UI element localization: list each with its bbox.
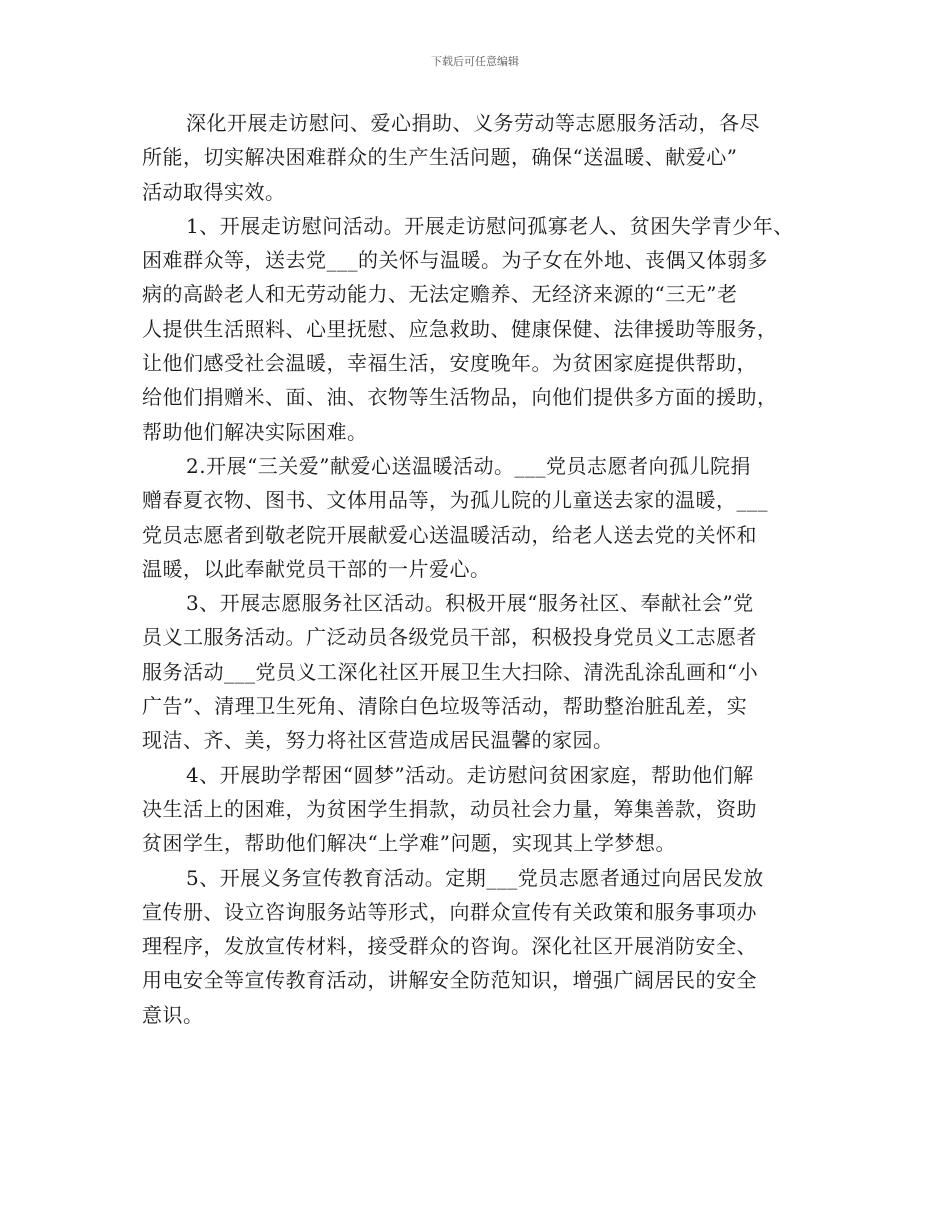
paragraph-line: 员义工服务活动。广泛动员各级党员干部，积极投身党员义工志愿者: [142, 625, 757, 650]
paragraph-line: 帮助他们解决实际困难。: [142, 419, 368, 444]
paragraph-first-line: 3、开展志愿服务社区活动。积极开展“服务社区、奉献社会”党: [186, 591, 754, 616]
paragraph-line: 服务活动___党员义工深化社区开展卫生大扫除、清洗乱涂乱画和“小: [142, 659, 759, 684]
paragraph-line: 宣传册、设立咨询服务站等形式，向群众宣传有关政策和服务事项办: [142, 899, 757, 924]
paragraph-line: 赠春夏衣物、图书、文体用品等，为孤儿院的儿童送去家的温暖，___: [142, 488, 768, 513]
paragraph-line: 贫困学生，帮助他们解决“上学难”问题，实现其上学梦想。: [142, 831, 676, 856]
paragraph-line: 温暖，以此奉献党员干部的一片爱心。: [142, 556, 491, 581]
paragraph-line: 意识。: [142, 1002, 204, 1027]
paragraph-line: 所能，切实解决困难群众的生产生活问题，确保“送温暖、献爱心”: [142, 145, 738, 170]
page-header: 下载后可任意编辑: [431, 55, 519, 68]
paragraph-line: 决生活上的困难，为贫困学生捐款，动员社会力量，筹集善款，资助: [142, 796, 757, 821]
paragraph-line: 困难群众等，送去党___的关怀与温暖。为子女在外地、丧偶又体弱多: [142, 248, 768, 273]
paragraph-line: 用电安全等宣传教育活动，讲解安全防范知识，增强广阔居民的安全: [142, 968, 757, 993]
paragraph-line: 病的高龄老人和无劳动能力、无法定赡养、无经济来源的“三无”老: [142, 282, 738, 307]
paragraph-first-line: 5、开展义务宣传教育活动。定期___党员志愿者通过向居民发放: [186, 865, 764, 890]
paragraph-line: 广告”、清理卫生死角、清除白色垃圾等活动，帮助整治脏乱差，实: [142, 694, 748, 719]
paragraph-line: 人提供生活照料、心里抚慰、应急救助、健康保健、法律援助等服务，: [142, 316, 778, 341]
paragraph-first-line: 1、开展走访慰问活动。开展走访慰问孤寡老人、贫困失学青少年、: [186, 213, 794, 238]
paragraph-line: 党员志愿者到敬老院开展献爱心送温暖活动，给老人送去党的关怀和: [142, 522, 757, 547]
document-body: [142, 106, 812, 1032]
paragraph-line: 活动取得实效。: [142, 179, 286, 204]
paragraph-line: 让他们感受社会温暖，幸福生活，安度晚年。为贫困家庭提供帮助，: [142, 351, 757, 376]
paragraph-line: 理程序，发放宣传材料，接受群众的咨询。深化社区开展消防安全、: [142, 934, 757, 959]
paragraph-first-line: 2.开展“三关爱”献爱心送温暖活动。___党员志愿者向孤儿院捐: [186, 453, 752, 478]
paragraph-line: 现洁、齐、美，努力将社区营造成居民温馨的家园。: [142, 728, 614, 753]
paragraph-first-line: 4、开展助学帮困“圆梦”活动。走访慰问贫困家庭，帮助他们解: [186, 762, 754, 787]
paragraph-first-line: 深化开展走访慰问、爱心捐助、义务劳动等志愿服务活动，各尽: [186, 111, 760, 135]
paragraph-line: 给他们捐赠米、面、油、衣物等生活物品，向他们提供多方面的援助，: [142, 385, 778, 410]
